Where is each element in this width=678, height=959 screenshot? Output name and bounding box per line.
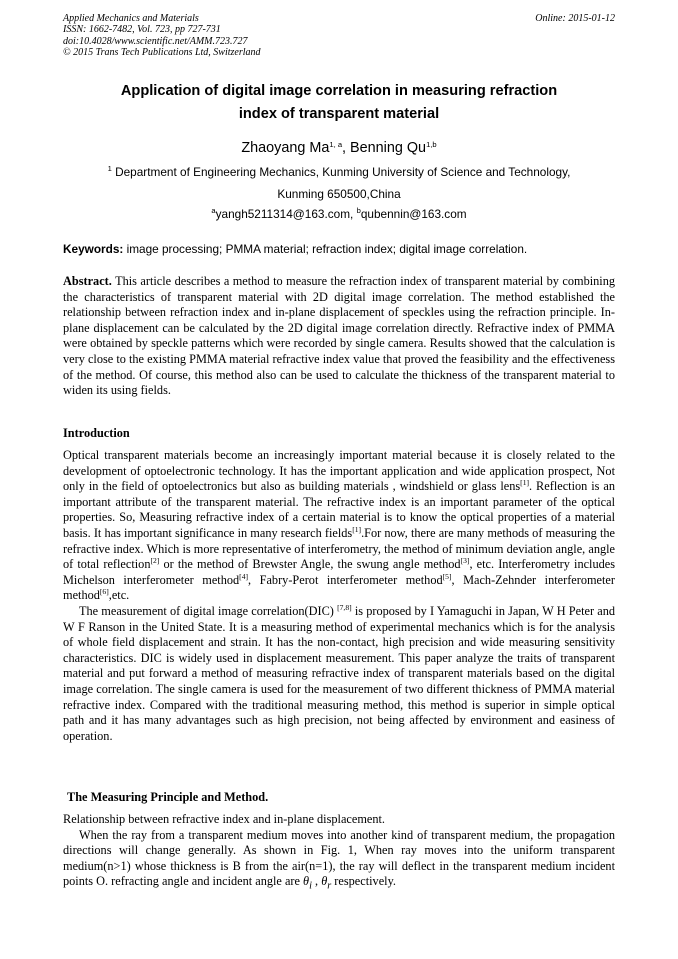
subscript: i (309, 880, 312, 892)
affiliation (63, 161, 615, 205)
keywords-label: Keywords: (63, 242, 124, 256)
affiliation-superscript: 1 (107, 164, 112, 173)
author-name: Benning Qu (350, 140, 427, 156)
affiliation-line-1: $^1$ Department of Engineering Mechanics, Kunming University of Science and Technology, (107, 164, 571, 179)
journal-name: Applied Mechanics and Materials (63, 13, 199, 24)
author-separator: , (342, 140, 351, 156)
email-superscript: b (356, 206, 361, 215)
email-address[interactable]: yangh5211314@163.com, (215, 207, 357, 221)
title-line-1: Application of digital image correlation in measuring refraction (120, 83, 558, 99)
affiliation-line-2: Kunming 650500,China (277, 187, 401, 201)
introduction-body (63, 448, 615, 744)
paragraph: Optical transparent materials become an increasingly important material because it is closely related to the development of optoelectronic technology. It has the important application and wide application prospect, Not only in the field of optoelectronics but also as building materials , windshield or glass lens[1]. Reflection is an important attribute of the transparent material. The refractive index is an important parameter of the optical properties. So, Measuring refractive index of a certain material is to know the optical properties of a material basis. It has important significance in many research fields[1].For now, there are many methods of measuring the refractive index. Which is more representative of interferometry, the method of minimum deviation angle, angle of total reflection[2] or the method of Brewster Angle, the swung angle method[3], etc. Interferometry includes Michelson interferometer method[4], Fabry-Perot interferometer method[5], Mach-Zehnder interferometer method[6],etc. (63, 448, 616, 603)
email-address[interactable]: qubennin@163.com (360, 207, 467, 221)
paragraph: When the ray from a transparent medium moves into another kind of transparent medium, the propagation directions will change generally. As shown in Fig. 1, When ray moves into the uniform transparent medium(n>1) whose thickness is B from the air(n=1), the ray will deflect in the transparent medium incident points O. refracting angle and incident angle are $\theta_i$ , $\theta_r$ respectively. (63, 827, 615, 892)
keywords (63, 240, 615, 258)
citation[interactable]: [4] (239, 571, 249, 581)
section-heading-introduction: Introduction (63, 426, 130, 440)
author-superscript: 1,b (426, 140, 437, 149)
paragraph: The measurement of digital image correlation(DIC) [7,8] is proposed by I Yamaguchi in Japan, W H Peter and W F Ranson in the United State. It is a measuring method of experimental mechanics which is for the analysis of whole field displacement and strain. It has the non-contact, high precision and wide measuring sensitivity characteristics. DIC is widely used in displacement measurement. This paper analyze the traits of transparent material and put forward a method of measuring refractive index of transparent materials based on the digital image correlation. The single camera is used for the measurement of two different thickness of PMMA material refractive index. Compared with the traditional measuring method, this method is superior in simple optical path and it has many advantages such as high precision, not being affected by environment and easiness of operation. (63, 602, 615, 743)
citation[interactable]: [5] (442, 571, 452, 581)
email-superscript: a (211, 206, 216, 215)
paper-title (63, 80, 615, 126)
citation[interactable]: [1] (520, 478, 530, 488)
theta-symbol: θ (303, 874, 310, 889)
issn-volume: ISSN: 1662-7482, Vol. 723, pp 727-731 (63, 24, 221, 36)
online-date: Online: 2015-01-12 (535, 13, 615, 24)
title-line-2: index of transparent material (238, 106, 440, 122)
section-heading-method: The Measuring Principle and Method. (67, 790, 269, 804)
citation[interactable]: [6] (99, 587, 109, 597)
keywords-text: image processing; PMMA material; refraction index; digital image correlation. (123, 242, 528, 256)
abstract-label: Abstract. (63, 274, 112, 288)
doi[interactable]: doi:10.4028/www.scientific.net/AMM.723.727 (63, 35, 248, 47)
method-body (63, 812, 615, 894)
citation[interactable]: [3] (460, 556, 470, 566)
author-name: Zhaoyang Ma (241, 140, 330, 156)
author-list (63, 138, 615, 158)
citation[interactable]: [2] (150, 556, 160, 566)
subscript: r (327, 880, 332, 892)
citation[interactable]: [1] (352, 524, 362, 534)
theta-symbol: θ (321, 874, 328, 889)
abstract-text: This article describes a method to measure the refraction index of transparent material by combining the characteristics of transparent material with 2D digital image correlation. The method established the relationship between refraction index and in-plane displacement of speckles using the refraction principle. In-plane displacement can be calculated by the 2D digital image correlation directly. Refractive index of PMMA were obtained by speckle patterns which were recorded by single camera. Results showed that the calculation is very close to the existing PMMA material refractive index value that proved the feasibility and the effectiveness of the method. Of course, this method also can be used to calculate the thickness of the transparent material to widen its using fields. (63, 274, 615, 398)
abstract (63, 274, 615, 399)
citation[interactable]: [7,8] (337, 602, 352, 612)
author-emails (63, 204, 615, 224)
copyright: © 2015 Trans Tech Publications Ltd, Switzerland (63, 47, 261, 59)
publication-metadata (63, 13, 615, 59)
subheading-text: Relationship between refractive index and in-plane displacement. (63, 812, 385, 826)
author-superscript: 1, a (329, 140, 343, 149)
